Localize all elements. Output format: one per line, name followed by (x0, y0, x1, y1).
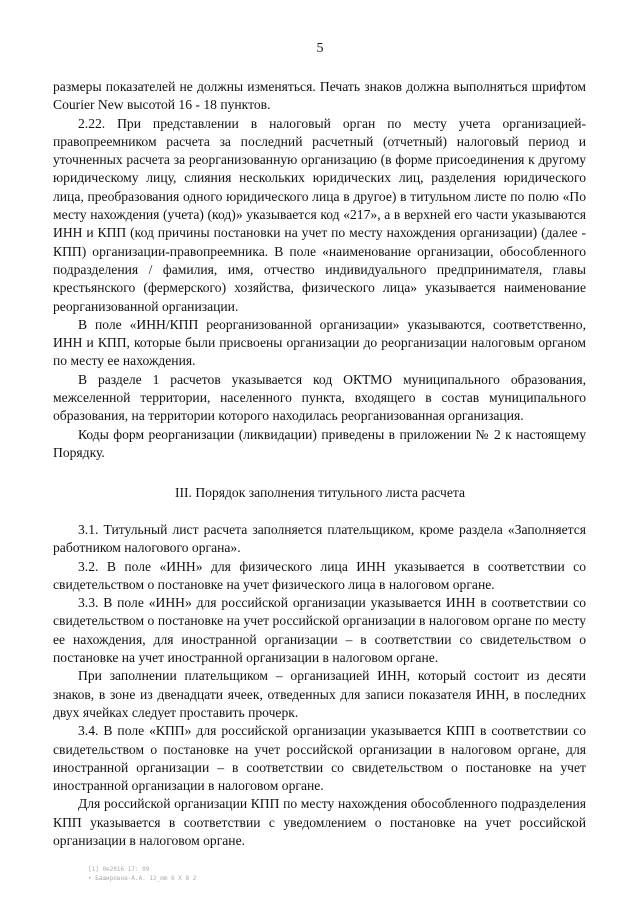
paragraph: размеры показателей не должны изменяться. Печать знаков должна выполняться шрифтом Courier New высотой 16 - 18 пунктов. (53, 79, 586, 113)
footer-stamp-line: [1] 0e2016 17: 09 (88, 866, 150, 873)
paragraph: Для российской организации КПП по месту нахождения обособленного подразделения КПП указывается в соответствии с уведомлением о постановке на учет российской организации в налоговом органе. (53, 796, 586, 849)
text-block-bottom (53, 521, 586, 850)
text-block-top (53, 78, 586, 462)
section-heading: III. Порядок заполнения титульного листа расчета (174, 485, 466, 500)
paragraph: 2.22. При представлении в налоговый орган по месту учета организацией-правопреемником расчета за последний расчетный (отчетный) налоговый период и уточненных расчета за реорганизованную организацию (в форме присоединения к другому юридическому лицу, слияния нескольких юридических лиц, разделения юридического лица, преобразования одного юридического лица в другое) в титульном листе по полю «По месту нахождения (учета) (код)» указывается код «217», а в верхней его части указываются ИНН и КПП (код причины постановки на учет по месту нахождения организации) (далее - КПП) организации-правопреемника. В поле «наименование организации, обособленного подразделения / фамилия, имя, отчество индивидуального предпринимателя, главы крестьянского (фермерского) хозяйства, физического лица» указывается наименование реорганизованной организации. (53, 115, 586, 314)
paragraph: 3.2. В поле «ИНН» для физического лица ИНН указывается в соответствии со свидетельством о постановке на учет физического лица в налоговом органе. (53, 558, 586, 592)
paragraph: 3.4. В поле «КПП» для российской организации указывается КПП в соответствии со свидетельством о постановке на учет российской организации в налоговом органе, для иностранной организации – в соответствии со свидетельством о постановке на учет иностранной организации в налоговом органе. (53, 723, 586, 794)
paragraph: В разделе 1 расчетов указывается код ОКТМО муниципального образования, межселенной территории, населенного пункта, входящего в состав муниципального образования, на территории которого находилась реорганизованная организация. (53, 371, 586, 424)
footer-stamp-line: • Башировна-А.А. 12_mm 6 X 8 2 (88, 875, 197, 882)
paragraph: Коды форм реорганизации (ликвидации) приведены в приложении № 2 к настоящему Порядку. (53, 426, 586, 460)
paragraph: 3.1. Титульный лист расчета заполняется плательщиком, кроме раздела «Заполняется работником налогового органа». (53, 522, 586, 556)
paragraph: В поле «ИНН/КПП реорганизованной организации» указываются, соответственно, ИНН и КПП, которые были присвоены организации до реорганизации налоговым органом по месту ее нахождения. (53, 316, 586, 369)
paragraph: 3.3. В поле «ИНН» для российской организации указывается ИНН в соответствии со свидетельством о постановке на учет российской организации в налоговом органе по месту ее нахождения, для иностранной организации – в соответствии со свидетельством о постановке на учет иностранной организации в налоговом органе. (53, 595, 586, 666)
paragraph: При заполнении плательщиком – организацией ИНН, который состоит из десяти знаков, в зоне из двенадцати ячеек, отведенных для записи показателя ИНН, в последних двух ячейках следует проставить прочерк. (53, 668, 586, 720)
page-number: 5 (316, 41, 324, 56)
